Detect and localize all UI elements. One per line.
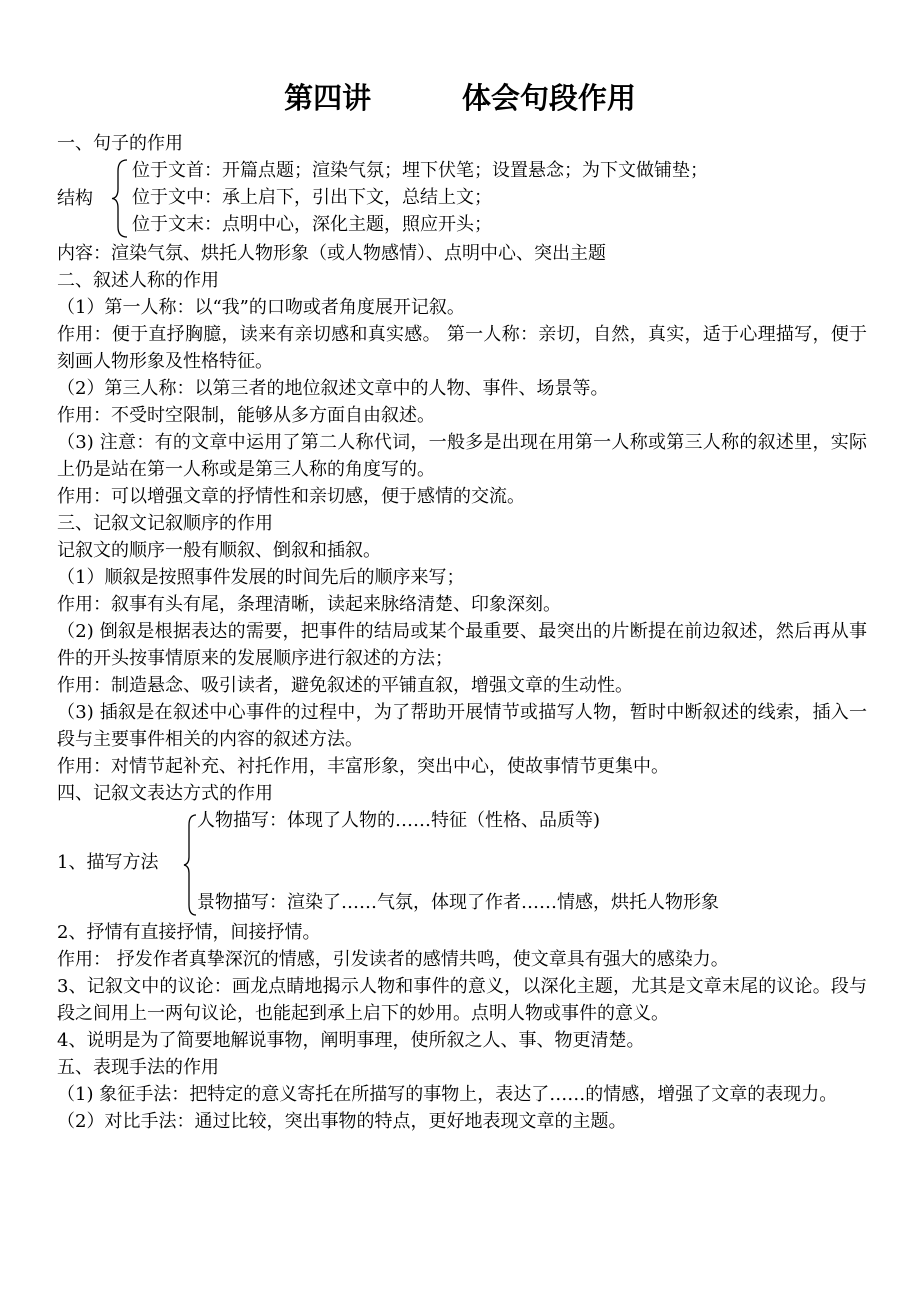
paragraph: （1) 象征手法：把特定的意义寄托在所描写的事物上，表达了……的情感，增强了文章的表现力。 [57,1084,838,1105]
paragraph: 2、抒情有直接抒情，间接抒情。 [57,922,321,943]
paragraph: 作用： 抒发作者真挚深沉的情感，引发读者的感情共鸣，使文章具有强大的感染力。 [57,949,729,970]
paragraph: 记叙文的顺序一般有顺叙、倒叙和插叙。 [57,540,381,561]
curly-brace-icon [109,157,131,240]
paragraph: 作用：制造悬念、吸引读者，避免叙述的平铺直叙，增强文章的生动性。 [57,675,633,696]
section-heading-3: 三、记叙文记叙顺序的作用 [57,513,273,534]
page-title: 第四讲 体会句段作用 [284,81,636,115]
structure-label: 结构 [57,188,93,209]
section-heading-1: 一、句子的作用 [57,133,183,154]
paragraph: 作用：便于直抒胸臆，读来有亲切感和真实感。 第一人称：亲切，自然，真实，适于心理描写，便于刻画人物形象及性格特征。 [57,324,867,372]
paragraph: 4、说明是为了简要地解说事物，阐明事理，使所叙之人、事、物更清楚。 [57,1030,645,1051]
content-line: 内容：渲染气氛、烘托人物形象（或人物感情）、点明中心、突出主题 [57,243,606,264]
section-heading-4: 四、记叙文表达方式的作用 [57,783,273,804]
description-label: 1、描写方法 [57,852,159,873]
paragraph: （2）第三人称：以第三者的地位叙述文章中的人物、事件、场景等。 [57,378,609,399]
curly-brace-icon [182,813,198,917]
paragraph: （3) 插叙是在叙述中心事件的过程中，为了帮助开展情节或描写人物，暂时中断叙述的线索，插入一段与主要事件相关的内容的叙述方法。 [57,702,867,750]
paragraph: 作用：可以增强文章的抒情性和亲切感，便于感情的交流。 [57,486,525,507]
paragraph: （2) 倒叙是根据表达的需要，把事件的结局或某个最重要、最突出的片断提在前边叙述，然后再从事件的开头按事情原来的发展顺序进行叙述的方法； [57,621,867,669]
structure-line: 位于文中：承上启下，引出下文，总结上文； [132,187,492,208]
description-line: 人物描写：体现了人物的……特征（性格、品质等) [197,810,601,831]
paragraph: （3) 注意：有的文章中运用了第二人称代词，一般多是出现在用第一人称或第三人称的叙述里，实际上仍是站在第一人称或是第三人称的角度写的。 [57,432,867,480]
structure-line: 位于文首：开篇点题；渲染气氛；埋下伏笔；设置悬念；为下文做铺垫； [132,160,708,181]
structure-block [57,157,867,240]
structure-lines [132,157,708,238]
description-line: 景物描写：渲染了……气氛，体现了作者……情感，烘托人物形象 [197,892,719,913]
paragraph: （1）第一人称：以“我”的口吻或者角度展开记叙。 [57,297,465,318]
section-heading-2: 二、叙述人称的作用 [57,270,219,291]
section-heading-5: 五、表现手法的作用 [57,1057,219,1078]
paragraph: （1）顺叙是按照事件发展的时间先后的顺序来写； [57,567,465,588]
paragraph: 3、记叙文中的议论：画龙点睛地揭示人物和事件的意义，以深化主题，尤其是文章末尾的议论。段与段之间用上一两句议论，也能起到承上启下的妙用。点明人物或事件的意义。 [57,976,867,1024]
description-block [57,807,867,919]
paragraph: 作用：不受时空限制，能够从多方面自由叙述。 [57,405,435,426]
paragraph: 作用：对情节起补充、衬托作用，丰富形象，突出中心，使故事情节更集中。 [57,756,669,777]
paragraph: 作用：叙事有头有尾，条理清晰，读起来脉络清楚、印象深刻。 [57,594,561,615]
structure-line: 位于文末：点明中心，深化主题，照应开头； [132,214,492,235]
document-body [57,130,867,1135]
paragraph: （2）对比手法：通过比较，突出事物的特点，更好地表现文章的主题。 [57,1111,627,1132]
